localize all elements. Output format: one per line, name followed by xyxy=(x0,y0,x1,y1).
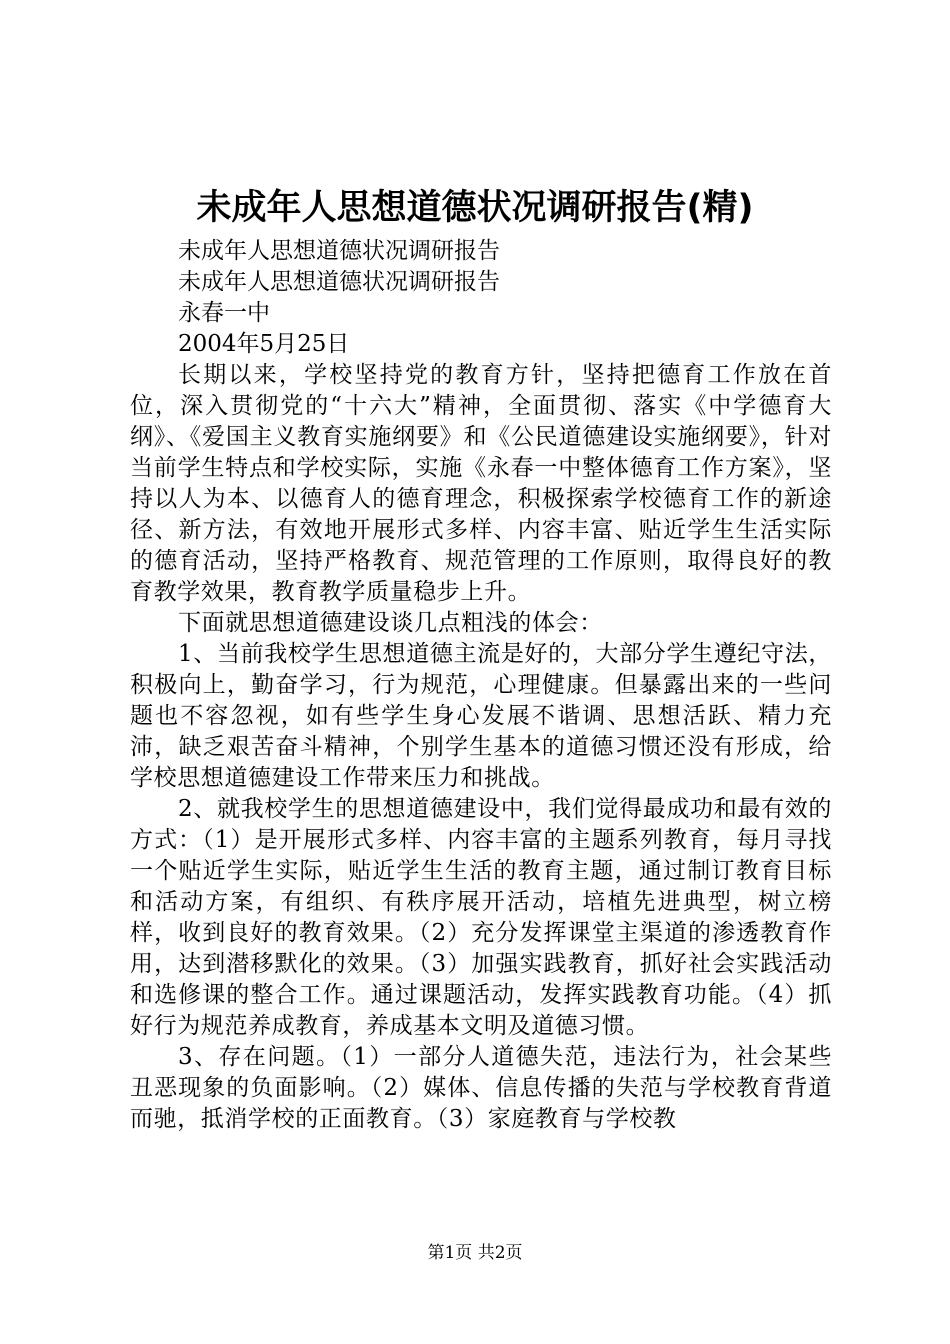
paragraph-intro: 长期以来，学校坚持党的教育方针，坚持把德育工作放在首位，深入贯彻党的“十六大”精神，全面贯彻、落实《中学德育大纲》、《爱国主义教育实施纲要》和《公民道德建设实施纲要》，针对当前学生特点和学校实际，实施《永春一中整体德育工作方案》，坚持以人为本、以德育人的德育理念，积极探索学校德育工作的新途径、新方法，有效地开展形式多样、内容丰富、贴近学生生活实际的德育活动，坚持严格教育、规范管理的工作原则，取得良好的教育教学效果，教育教学质量稳步上升。 xyxy=(130,362,832,605)
paragraph-point-1: 1、当前我校学生思想道德主流是好的，大部分学生遵纪守法，积极向上，勤奋学习，行为规范，心理健康。但暴露出来的一些问题也不容忽视，如有些学生身心发展不谐调、思想活跃、精力充沛，缺乏艰苦奋斗精神，个别学生基本的道德习惯还没有形成，给学校思想道德建设工作带来压力和挑战。 xyxy=(130,641,832,791)
document-body xyxy=(130,236,832,1135)
subtitle-line: 未成年人思想道德状况调研报告 xyxy=(178,238,500,264)
page-footer: 第1页 共2页 xyxy=(427,1243,523,1263)
report-date: 2004年5月25日 xyxy=(178,331,350,357)
school-name: 永春一中 xyxy=(178,300,270,326)
paragraph-lead: 下面就思想道德建设谈几点粗浅的体会： xyxy=(178,610,603,636)
paragraph-point-2: 2、就我校学生的思想道德建设中，我们觉得最成功和最有效的方式：（1）是开展形式多样、内容丰富的主题系列教育，每月寻找一个贴近学生实际，贴近学生生活的教育主题，通过制订教育目标和活动方案，有组织、有秩序展开活动，培植先进典型，树立榜样，收到良好的教育效果。（2）充分发挥课堂主渠道的渗透教育作用，达到潜移默化的效果。（3）加强实践教育，抓好社会实践活动和选修课的整合工作。通过课题活动，发挥实践教育功能。（4）抓好行为规范养成教育，养成基本文明及道德习惯。 xyxy=(130,796,832,1039)
document-title: 未成年人思想道德状况调研报告(精) xyxy=(196,188,754,228)
paragraph-point-3: 3、存在问题。（1）一部分人道德失范，违法行为，社会某些丑恶现象的负面影响。（2）媒体、信息传播的失范与学校教育背道而驰，抵消学校的正面教育。（3）家庭教育与学校教 xyxy=(130,1044,832,1132)
subtitle-line: 未成年人思想道德状况调研报告 xyxy=(178,269,500,295)
